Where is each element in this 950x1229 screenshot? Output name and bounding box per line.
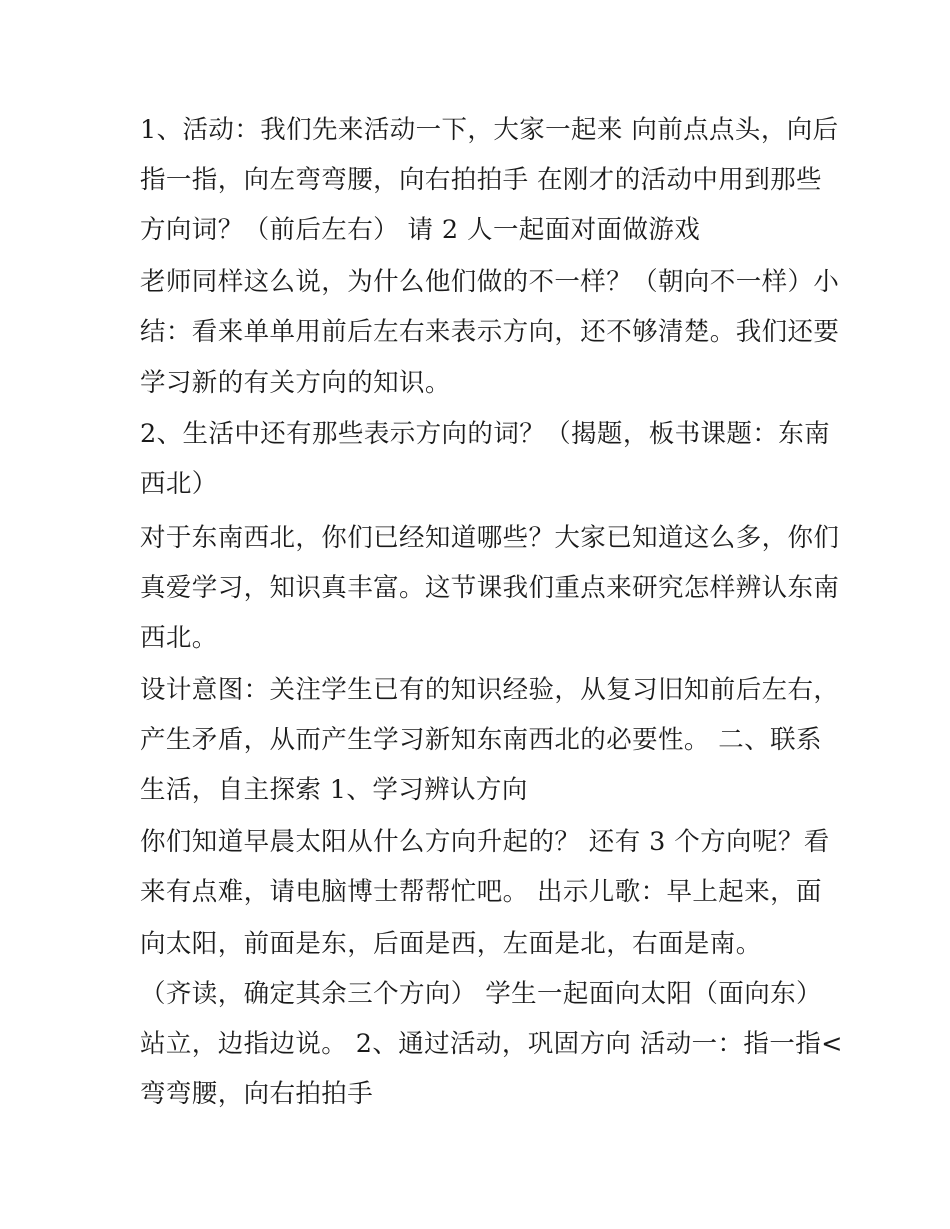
text-line: 设计意图：关注学生已有的知识经验，从复习旧知前后左右， bbox=[140, 675, 840, 705]
text-line: 老师同样这么说，为什么他们做的不一样？（朝向不一样）小 bbox=[140, 267, 840, 297]
text-line: 1、活动：我们先来活动一下，大家一起来 向前点点头，向后 bbox=[140, 115, 839, 145]
text-line: 弯弯腰，向右拍拍手 bbox=[140, 1079, 374, 1109]
text-line: 学习新的有关方向的知识。 bbox=[140, 368, 451, 398]
text-line: 西北。 bbox=[140, 623, 218, 653]
text-line: （齐读，确定其余三个方向） 学生一起面向太阳（面向东） bbox=[140, 979, 822, 1009]
text-line: 对于东南西北，你们已经知道哪些？大家已知道这么多，你们 bbox=[140, 523, 840, 553]
text-line: 向太阳，前面是东，后面是西，左面是北，右面是南。 bbox=[140, 929, 762, 959]
text-line: 你们知道早晨太阳从什么方向升起的？ 还有 3 个方向呢？看 bbox=[140, 827, 830, 857]
text-line: 结：看来单单用前后左右来表示方向，还不够清楚。我们还要 bbox=[140, 317, 840, 347]
text-line: 指一指，向左弯弯腰，向右拍拍手 在刚才的活动中用到那些 bbox=[140, 165, 822, 195]
text-line: 方向词？（前后左右） 请 2 人一起面对面做游戏 bbox=[140, 215, 701, 245]
text-line: 真爱学习，知识真丰富。这节课我们重点来研究怎样辨认东南 bbox=[140, 573, 840, 603]
text-line: 来有点难，请电脑博士帮帮忙吧。 出示儿歌：早上起来，面 bbox=[140, 877, 822, 907]
text-line: 站立，边指边说。 2、通过活动，巩固方向 活动一：指一指< bbox=[140, 1029, 843, 1059]
text-line: 产生矛盾，从而产生学习新知东南西北的必要性。 二、联系 bbox=[140, 725, 822, 755]
text-line: 西北） bbox=[140, 469, 218, 499]
text-line: 2、生活中还有那些表示方向的词？（揭题，板书课题：东南 bbox=[140, 419, 831, 449]
text-line: 生活，自主探索 1、学习辨认方向 bbox=[140, 775, 528, 805]
